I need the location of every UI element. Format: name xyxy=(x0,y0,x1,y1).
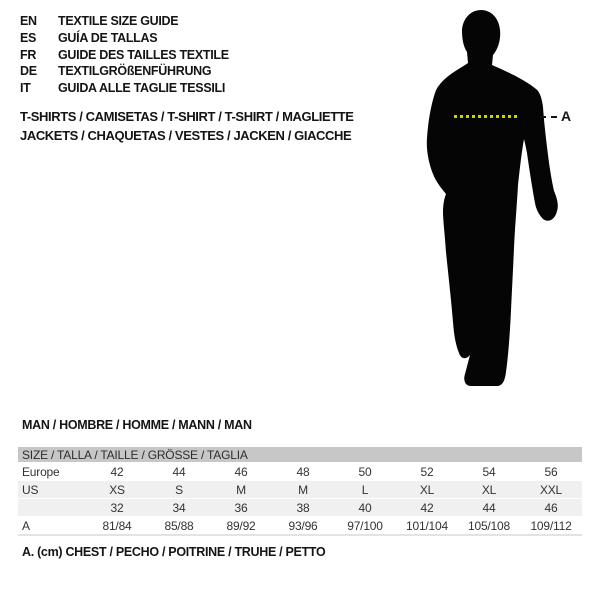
language-label: GUIDE DES TAILLES TEXTILE xyxy=(58,47,229,62)
language-row xyxy=(20,13,229,30)
size-cell: XL xyxy=(458,481,520,499)
size-cell: 32 xyxy=(86,499,148,517)
size-cell: 105/108 xyxy=(468,518,510,533)
size-cell: 34 xyxy=(148,499,210,517)
language-label: GUIDA ALLE TAGLIE TESSILI xyxy=(58,81,226,96)
size-cell: 40 xyxy=(334,499,396,517)
man-silhouette xyxy=(420,8,560,393)
size-cell: L xyxy=(334,481,396,499)
row-label: A xyxy=(22,518,30,533)
size-cell: 48 xyxy=(296,464,310,479)
size-cell: 81/84 xyxy=(102,518,132,533)
language-row xyxy=(20,80,229,97)
size-table-body xyxy=(18,447,582,535)
size-cell: 85/88 xyxy=(164,518,194,533)
size-cell: S xyxy=(148,481,210,499)
size-cell: XXL xyxy=(520,481,582,499)
size-cell: 109/112 xyxy=(530,518,572,533)
language-code: IT xyxy=(20,81,31,96)
language-label: TEXTILE SIZE GUIDE xyxy=(58,14,179,28)
language-label: GUÍA DE TALLAS xyxy=(58,30,158,45)
size-cell: 44 xyxy=(458,499,520,517)
man-silhouette-graphic xyxy=(420,8,560,393)
language-code: ES xyxy=(20,30,37,45)
size-cell: 46 xyxy=(520,499,582,517)
table-row xyxy=(18,481,582,499)
section-title-man: MAN / HOMBRE / HOMME / MANN / MAN xyxy=(22,418,252,432)
language-code: DE xyxy=(20,64,37,79)
size-cell: 89/92 xyxy=(226,518,256,533)
size-cell: 42 xyxy=(110,464,124,479)
product-line: JACKETS / CHAQUETAS / VESTES / JACKEN / GIACCHE xyxy=(20,127,352,143)
table-row xyxy=(18,517,582,536)
size-cell: 97/100 xyxy=(347,518,383,533)
language-list xyxy=(20,13,229,97)
size-cell: 36 xyxy=(210,499,272,517)
measure-pointer-dashes xyxy=(540,116,557,118)
row-label: Europe xyxy=(22,464,60,479)
size-cell: 50 xyxy=(358,464,372,479)
size-cell: XL xyxy=(396,481,458,499)
chest-measure-dotted-line xyxy=(454,115,517,118)
size-table-header: SIZE / TALLA / TAILLE / GRÖSSE / TAGLIA xyxy=(18,447,582,463)
table-row xyxy=(18,463,582,481)
language-row xyxy=(20,63,229,80)
size-cell: 44 xyxy=(172,464,186,479)
size-cell: 42 xyxy=(396,499,458,517)
size-cell: M xyxy=(210,481,272,499)
size-cell: 101/104 xyxy=(406,518,448,533)
size-cell: M xyxy=(272,481,334,499)
language-row xyxy=(20,30,229,47)
size-cell: 93/96 xyxy=(288,518,318,533)
size-cell: XS xyxy=(86,481,148,499)
product-line: T-SHIRTS / CAMISETAS / T-SHIRT / T-SHIRT / MAGLIETTE xyxy=(20,109,354,124)
language-code: EN xyxy=(20,14,37,28)
table-row xyxy=(18,499,582,517)
row-label: US xyxy=(18,481,86,499)
measure-label-a: A xyxy=(561,108,572,124)
size-cell: 56 xyxy=(544,464,558,479)
size-cell: 54 xyxy=(482,464,496,479)
size-table xyxy=(18,447,582,536)
language-label: TEXTILGRÖßENFÜHRUNG xyxy=(58,64,212,79)
measurement-footnote: A. (cm) CHEST / PECHO / POITRINE / TRUHE / PETTO xyxy=(22,545,326,559)
size-cell: 38 xyxy=(272,499,334,517)
language-code: FR xyxy=(20,47,37,62)
size-table-header-row xyxy=(18,447,582,463)
product-type-lines xyxy=(20,108,354,145)
size-cell: 52 xyxy=(420,464,434,479)
language-row xyxy=(20,47,229,64)
row-label xyxy=(18,499,86,517)
size-cell: 46 xyxy=(234,464,248,479)
